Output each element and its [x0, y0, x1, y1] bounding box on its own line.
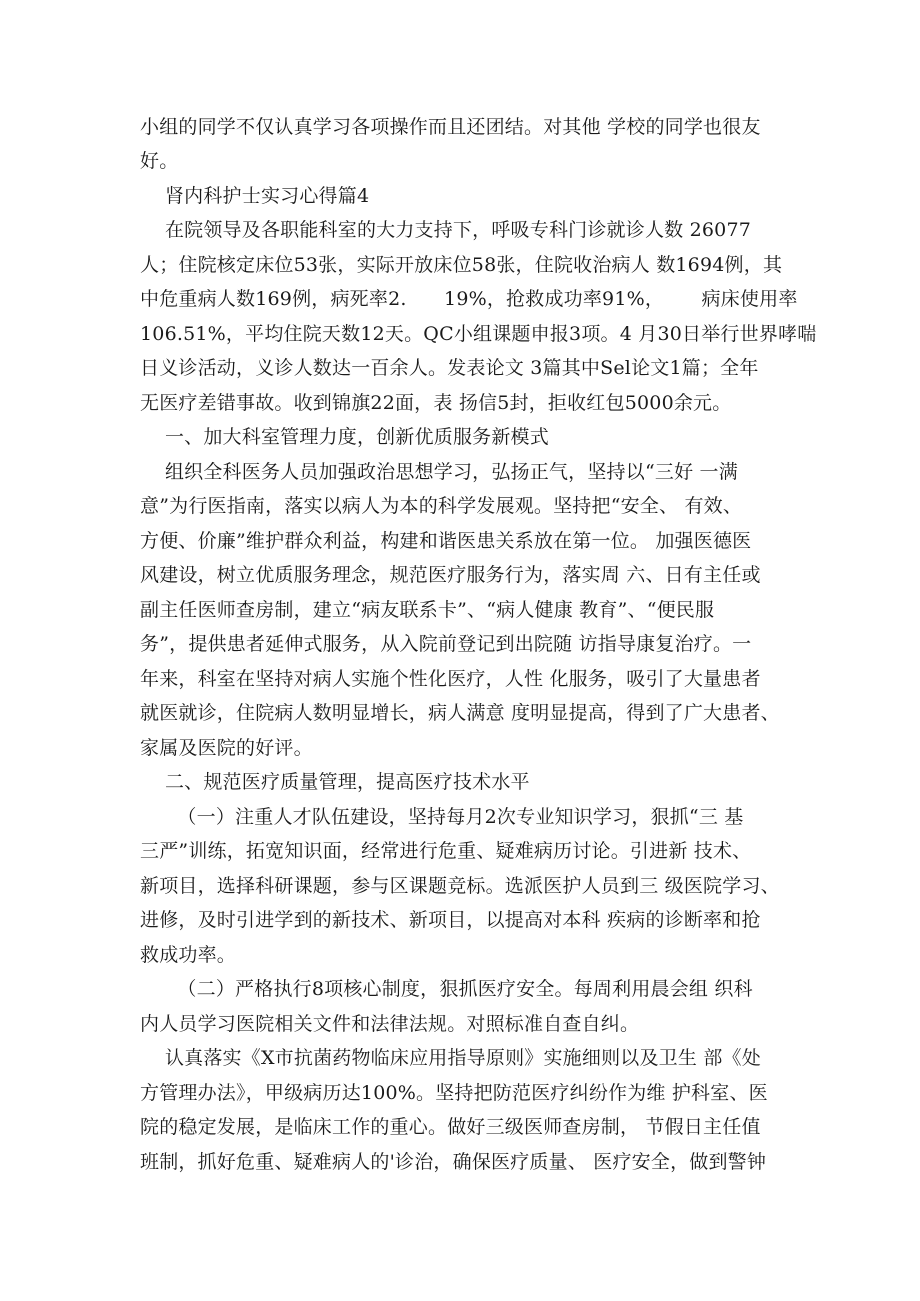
- text-line: 人；住院核定床位53张，实际开放床位58张，住院收治病人 数1694例，其: [140, 254, 783, 276]
- text-line: （二）严格执行8项核心制度，狠抓医疗安全。每周利用晨会组 织科: [140, 978, 753, 1000]
- section-heading: 肾内科护士实习心得篇4: [140, 185, 370, 207]
- section-heading: 一、加大科室管理力度，创新优质服务新模式: [140, 426, 549, 448]
- text-line: 副主任医师查房制，建立“病友联系卡”、“病人健康 教育”、“便民服: [140, 599, 715, 621]
- text-line: 就医就诊，住院病人数明显增长，病人满意 度明显提高，得到了广大患者、: [140, 702, 780, 724]
- text-line: 风建设，树立优质服务理念，规范医疗服务行为，落实周 六、日有主任或: [140, 564, 761, 586]
- text-line: 意”为行医指南，落实以病人为本的科学发展观。坚持把“安全、 有效、: [140, 495, 743, 517]
- text-line: 组织全科医务人员加强政治思想学习，弘扬正气，坚持以“三好 一满: [140, 461, 738, 483]
- text-line: 务”，提供患者延伸式服务，从入院前登记到出院随 访指导康复治疗。一: [140, 633, 752, 655]
- text-line: （一）注重人才队伍建设，坚持每月2次专业知识学习，狠抓“三 基: [140, 806, 744, 828]
- text-line: 小组的同学不仅认真学习各项操作而且还团结。对其他 学校的同学也很友: [140, 116, 761, 138]
- section-heading: 二、规范医疗质量管理，提高医疗技术水平: [140, 771, 530, 793]
- text-line: 家属及医院的好评。: [140, 737, 313, 759]
- text-line: 无医疗差错事故。收到锦旗22面，表 扬信5封，拒收红包5000余元。: [140, 392, 732, 414]
- text-line: 106.51%，平均住院天数12天。QC小组课题申报3项。4 月30日举行世界哮喘: [140, 323, 817, 345]
- text-line: 班制，抓好危重、疑难病人的'诊治，确保医疗质量、 医疗安全，做到警钟: [140, 1151, 767, 1173]
- text-line: 进修，及时引进学到的新技术、新项目，以提高对本科 疾病的诊断率和抢: [140, 909, 761, 931]
- text-line: 年来，科室在坚持对病人实施个性化医疗，人性 化服务，吸引了大量患者: [140, 668, 761, 690]
- text-line: 好。: [140, 150, 179, 172]
- text-line: 救成功率。: [140, 944, 237, 966]
- text-line: 方便、价廉”维护群众利益，构建和谐医患关系放在第一位。 加强医德医: [140, 530, 752, 552]
- text-line: 方管理办法》，甲级病历达100%。坚持把防范医疗纠纷作为维 护科室、医: [140, 1082, 768, 1104]
- text-line: 内人员学习医院相关文件和法律法规。对照标准自查自纠。: [140, 1013, 640, 1035]
- text-line: 在院领导及各职能科室的大力支持下，呼吸专科门诊就诊人数 26077: [140, 219, 752, 241]
- text-line: 日义诊活动，义诊人数达一百余人。发表论文 3篇其中Sel论文1篇；全年: [140, 357, 759, 379]
- text-line: 院的稳定发展，是临床工作的重心。做好三级医师查房制， 节假日主任值: [140, 1116, 761, 1138]
- text-line: 认真落实《X市抗菌药物临床应用指导原则》实施细则以及卫生 部《处: [140, 1047, 761, 1069]
- text-line: 中危重病人数169例，病死率2. 19%，抢救成功率91%， 病床使用率: [140, 288, 798, 310]
- text-line: 三严”训练，拓宽知识面，经常进行危重、疑难病历讨论。引进新 技术、: [140, 840, 752, 862]
- text-line: 新项目，选择科研课题，参与区课题竞标。选派医护人员到三 级医院学习、: [140, 875, 780, 897]
